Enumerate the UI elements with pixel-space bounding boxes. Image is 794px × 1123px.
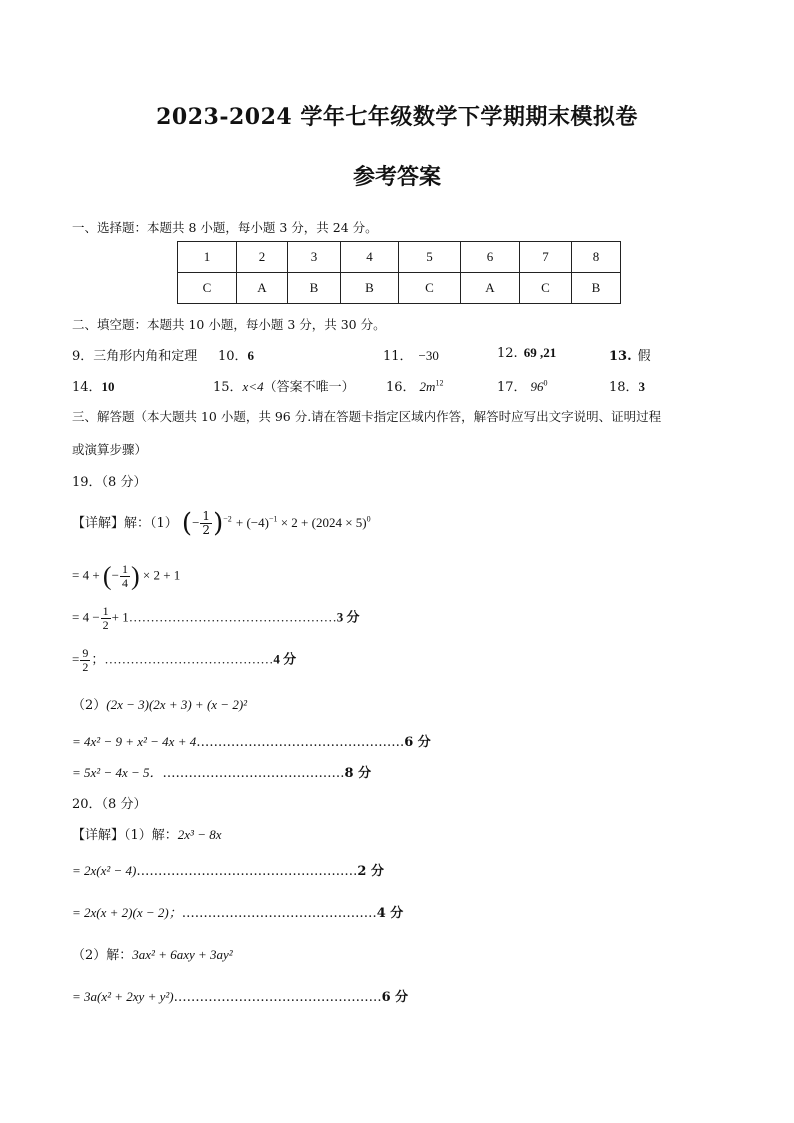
fill-value: 3 bbox=[638, 379, 646, 394]
answer-cell: B bbox=[572, 273, 621, 304]
q19-part2: （2）(2x − 3)(2x + 3) + (x − 2)² bbox=[72, 697, 248, 713]
q19-step4: = 4x² − 9 + x² − 4x + 4…………………………………………6 分 bbox=[72, 734, 431, 750]
q19-part1-expression: 【详解】解：（1） (− $\frac{1}{2}$ )$^{-2} + (-4)^{-1} \times 2 + (2024 \times 5)^0$ bbox=[72, 508, 371, 539]
fill-label: 15． bbox=[213, 380, 243, 395]
answer-row bbox=[178, 273, 621, 304]
q19-step1: = 4 + (− $\frac{1}{4}$ ) × 2 + 1 bbox=[72, 561, 181, 591]
answer-cell: B bbox=[288, 273, 341, 304]
q20-part1: 【详解】（1）解：2x³ − 8x bbox=[72, 827, 222, 843]
answer-cell: C bbox=[178, 273, 237, 304]
fill-answer-16 bbox=[386, 376, 443, 395]
answer-cell: B bbox=[341, 273, 399, 304]
fill-value: −30 bbox=[418, 348, 439, 363]
fill-answer-10 bbox=[218, 345, 254, 364]
fill-exponent: 0 bbox=[543, 378, 548, 388]
q20-step3: = 3a(x² + 2xy + y²)…………………………………………6 分 bbox=[72, 989, 409, 1005]
question-cell: 2 bbox=[237, 242, 288, 273]
fill-label: 17． bbox=[497, 380, 527, 395]
answer-table bbox=[177, 241, 621, 304]
section1-heading: 一、选择题：本题共 8 小题，每小题 3 分，共 24 分。 bbox=[72, 220, 378, 235]
fill-value: 10 bbox=[101, 379, 115, 394]
section2-heading: 二、填空题：本题共 10 小题，每小题 3 分，共 30 分。 bbox=[72, 317, 386, 332]
fill-answer-11 bbox=[383, 345, 439, 364]
fill-note: （答案不唯一） bbox=[263, 380, 355, 395]
fill-answer-13 bbox=[609, 345, 651, 364]
answer-cell: C bbox=[520, 273, 572, 304]
fill-label: 13. bbox=[609, 349, 632, 364]
q19-label: 19．（8 分） bbox=[72, 475, 147, 490]
fill-label: 10． bbox=[218, 349, 248, 364]
q19-step3: = $\frac{9}{2}$ ；…………………………………4 分 bbox=[72, 646, 297, 674]
answer-cell: A bbox=[461, 273, 520, 304]
question-cell: 1 bbox=[178, 242, 237, 273]
fill-answer-12 bbox=[497, 345, 556, 361]
fill-value: x<4 bbox=[242, 379, 264, 394]
q19-step2: = 4 − $\frac{1}{2}$ + 1…………………………………………3 分 bbox=[72, 604, 360, 632]
q20-step1: = 2x(x² − 4)……………………………………………2 分 bbox=[72, 863, 384, 879]
q20-step2: = 2x(x + 2)(x − 2)；………………………………………4 分 bbox=[72, 905, 404, 921]
q19-step5: = 5x² − 4x − 5．……………………………………8 分 bbox=[72, 765, 372, 781]
fill-value: 96 bbox=[530, 379, 544, 394]
fill-label: 14． bbox=[72, 380, 102, 395]
question-row bbox=[178, 242, 621, 273]
question-cell: 8 bbox=[572, 242, 621, 273]
fill-label: 12. bbox=[497, 346, 518, 361]
fill-answer-15 bbox=[213, 376, 355, 395]
q20-label: 20．（8 分） bbox=[72, 797, 147, 812]
section3-heading-line1: 三、解答题（本大题共 10 小题，共 96 分.请在答题卡指定区域内作答，解答时应写出文字说明、证明过程 bbox=[72, 409, 662, 424]
question-cell: 6 bbox=[461, 242, 520, 273]
fill-answer-17 bbox=[497, 376, 548, 395]
question-cell: 4 bbox=[341, 242, 399, 273]
fill-value: 假 bbox=[637, 349, 651, 364]
question-cell: 3 bbox=[288, 242, 341, 273]
q20-part2: （2）解：3ax² + 6axy + 3ay² bbox=[72, 947, 233, 963]
fill-value: 6 bbox=[247, 348, 255, 363]
fill-label: 11． bbox=[383, 349, 413, 364]
question-cell: 5 bbox=[399, 242, 461, 273]
fill-answer-9: 9．三角形内角和定理 bbox=[72, 349, 198, 364]
detail-label: 【详解】解：（1） bbox=[72, 516, 178, 531]
page-title: 2023-2024 学年七年级数学下学期期末模拟卷 bbox=[156, 104, 638, 130]
fill-value: 69 ,21 bbox=[523, 345, 557, 360]
fill-exponent: 12 bbox=[435, 378, 444, 388]
fill-label: 16． bbox=[386, 380, 416, 395]
fill-answer-14 bbox=[72, 376, 115, 395]
section3-heading-line2: 或演算步骤） bbox=[72, 442, 148, 457]
fill-answer-18 bbox=[609, 376, 645, 395]
question-cell: 7 bbox=[520, 242, 572, 273]
fill-label: 18． bbox=[609, 380, 639, 395]
answer-cell: A bbox=[237, 273, 288, 304]
page-subtitle: 参考答案 bbox=[352, 164, 441, 190]
answer-cell: C bbox=[399, 273, 461, 304]
fill-value: 2m bbox=[419, 379, 436, 394]
